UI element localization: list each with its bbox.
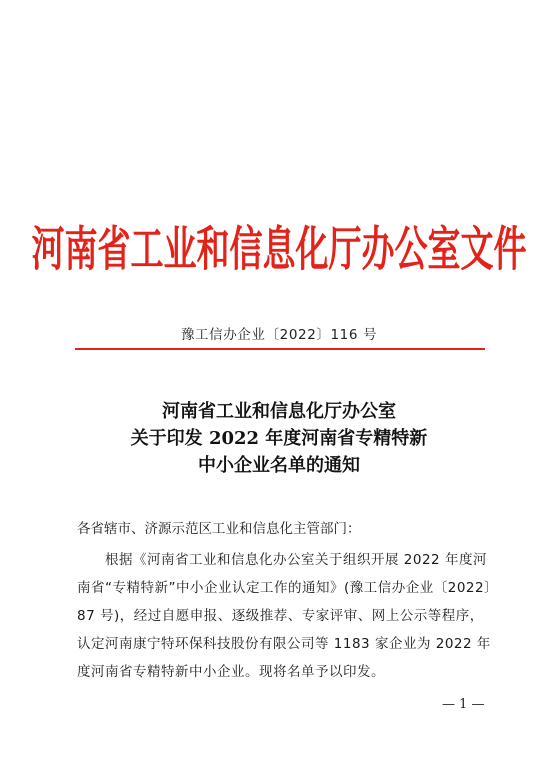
notice-title-line: 关于印发 2022 年度河南省专精特新 xyxy=(130,428,428,449)
notice-title xyxy=(0,398,558,479)
paragraph-line: 度河南省专精特新中小企业。现将名单予以印发。 xyxy=(77,664,385,680)
red-divider-line xyxy=(75,348,485,350)
paragraph-line: 南省“专精特新”中小企业认定工作的通知》(豫工信办企业〔2022〕 xyxy=(77,580,499,596)
notice-title-line: 河南省工业和信息化厅办公室 xyxy=(162,401,396,422)
paragraph-line: 87 号)，经过自愿申报、逐级推荐、专家评审、网上公示等程序， xyxy=(77,608,484,624)
page-number: — 1 — xyxy=(442,697,485,712)
notice-title-line: 中小企业名单的通知 xyxy=(198,455,360,476)
salutation: 各省辖市、济源示范区工业和信息化主管部门： xyxy=(77,521,361,537)
paragraph-line: 根据《河南省工业和信息化办公室关于组织开展 2022 年度河 xyxy=(105,552,487,568)
document-number: 豫工信办企业〔2022〕116 号 xyxy=(180,327,378,343)
document-header-title: 河南省工业和信息化厅办公室文件 xyxy=(31,220,527,278)
paragraph-line: 认定河南康宁特环保科技股份有限公司等 1183 家企业为 2022 年 xyxy=(77,636,491,652)
